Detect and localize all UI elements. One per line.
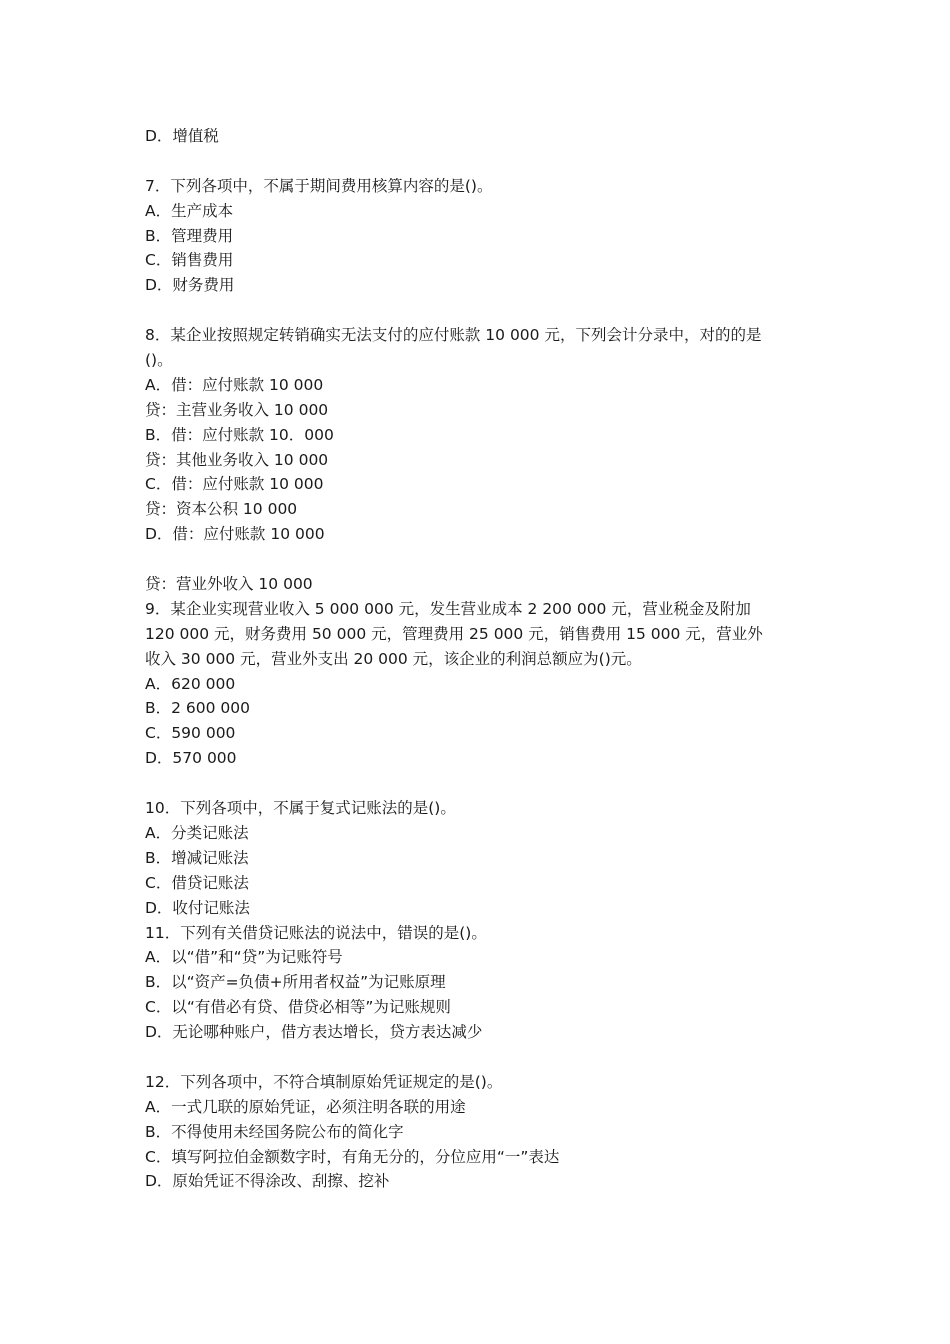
- question-line: 12．下列各项中，不符合填制原始凭证规定的是()。: [145, 1072, 503, 1091]
- option-line: B．借：应付账款 10．000: [145, 425, 334, 444]
- blank-line: [145, 547, 815, 572]
- option-line: B．2 600 000: [145, 699, 251, 718]
- question-line: 8．某企业按照规定转销确实无法支付的应付账款 10 000 元，下列会计分录中，对的的是: [145, 326, 762, 345]
- option-line: B．增减记账法: [145, 848, 249, 867]
- blank-line: [145, 1045, 815, 1070]
- blank-line: [145, 298, 815, 323]
- option-line: D．增值税: [145, 127, 219, 145]
- option-line: C．590 000: [145, 724, 236, 743]
- option-line: C．销售费用: [145, 251, 234, 270]
- question-line: 收入 30 000 元，营业外支出 20 000 元，该企业的利润总额应为()元。: [145, 649, 642, 668]
- document-page: [145, 124, 815, 1194]
- option-line: A．620 000: [145, 674, 236, 693]
- option-line: B．不得使用未经国务院公布的简化字: [145, 1122, 404, 1141]
- blank-line: [145, 771, 815, 796]
- option-line: D．无论哪种账户，借方表达增长，贷方表达减少: [145, 1023, 483, 1042]
- question-line: 11．下列有关借贷记账法的说法中，错误的是()。: [145, 923, 487, 942]
- entry-line: 贷：主营业务收入 10 000: [145, 400, 329, 419]
- option-line: C．以“有借必有贷、借贷必相等”为记账规则: [145, 998, 451, 1017]
- question-line: ()。: [145, 351, 173, 370]
- option-line: D．收付记账法: [145, 898, 250, 917]
- question-line: 120 000 元，财务费用 50 000 元，管理费用 25 000 元，销售费用 15 000 元，营业外: [145, 624, 763, 643]
- question-line: 9．某企业实现营业收入 5 000 000 元，发生营业成本 2 200 000 元，营业税金及附加: [145, 599, 751, 618]
- option-line: A．以“借”和“贷”为记账符号: [145, 948, 343, 967]
- option-line: A．借：应付账款 10 000: [145, 375, 324, 394]
- question-line: 7．下列各项中，不属于期间费用核算内容的是()。: [145, 176, 493, 195]
- entry-line: 贷：其他业务收入 10 000: [145, 450, 329, 469]
- option-line: A．生产成本: [145, 201, 234, 220]
- entry-line: 贷：营业外收入 10 000: [145, 575, 313, 594]
- entry-line: 贷：资本公积 10 000: [145, 500, 298, 519]
- option-line: D．财务费用: [145, 276, 235, 295]
- option-line: A．分类记账法: [145, 823, 249, 842]
- option-line: C．借贷记账法: [145, 873, 249, 892]
- option-line: B．管理费用: [145, 226, 234, 245]
- option-line: D．原始凭证不得涂改、刮擦、挖补: [145, 1172, 390, 1191]
- option-line: C．填写阿拉伯金额数字时，有角无分的，分位应用“一”表达: [145, 1147, 560, 1166]
- blank-line: [145, 149, 815, 174]
- option-line: B．以“资产=负债+所用者权益”为记账原理: [145, 973, 446, 992]
- option-line: D．借：应付账款 10 000: [145, 525, 325, 544]
- question-line: 10．下列各项中，不属于复式记账法的是()。: [145, 799, 456, 818]
- option-line: D．570 000: [145, 749, 237, 768]
- option-line: C．借：应付账款 10 000: [145, 475, 324, 494]
- option-line: A．一式几联的原始凭证，必须注明各联的用途: [145, 1097, 466, 1116]
